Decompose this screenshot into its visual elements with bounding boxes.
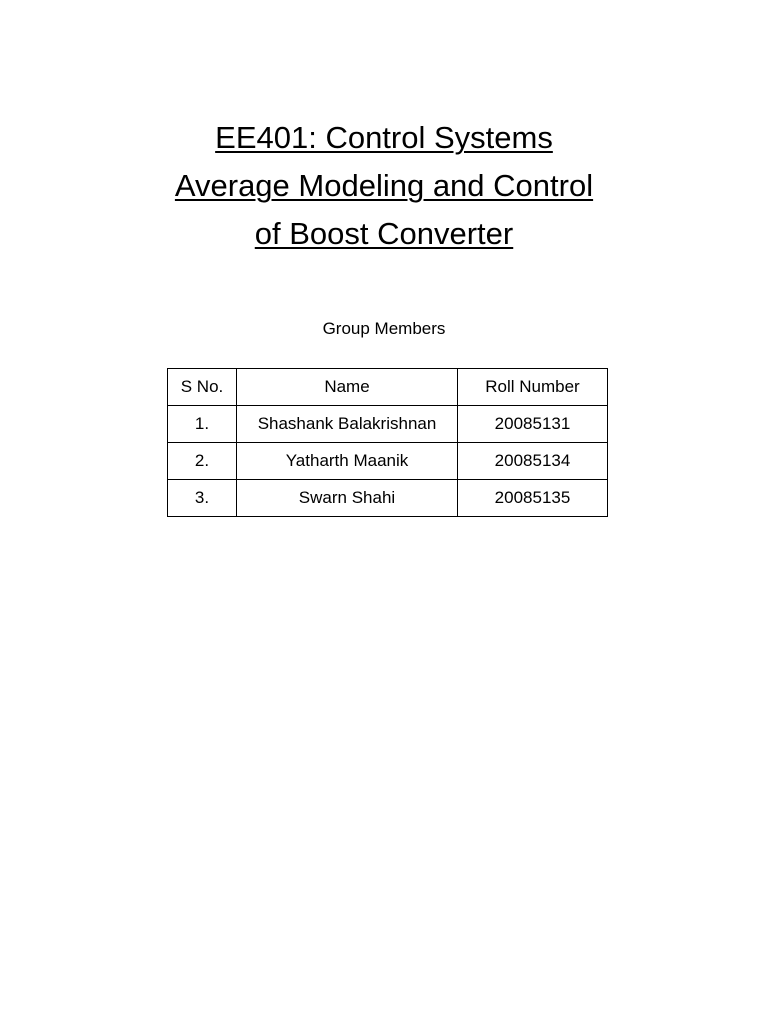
cell-name: Yatharth Maanik <box>237 443 458 480</box>
title-line-subject: of Boost Converter <box>254 216 514 251</box>
header-sno: S No. <box>168 369 237 406</box>
cell-roll-number: 20085134 <box>458 443 608 480</box>
table-row <box>168 443 608 480</box>
cell-name: Swarn Shahi <box>237 480 458 517</box>
table-row <box>168 406 608 443</box>
cell-sno: 3. <box>168 480 237 517</box>
title-line-course: EE401: Control Systems <box>215 120 553 155</box>
table-header-row <box>168 369 608 406</box>
cell-roll-number: 20085135 <box>458 480 608 517</box>
group-members-heading: Group Members <box>322 319 446 338</box>
header-name: Name <box>237 369 458 406</box>
cell-sno: 1. <box>168 406 237 443</box>
title-line-topic: Average Modeling and Control <box>174 168 594 203</box>
document-title <box>0 114 768 258</box>
table-row <box>168 480 608 517</box>
cell-roll-number: 20085131 <box>458 406 608 443</box>
group-members-table <box>167 368 608 517</box>
cell-sno: 2. <box>168 443 237 480</box>
cell-name: Shashank Balakrishnan <box>237 406 458 443</box>
header-roll-number: Roll Number <box>458 369 608 406</box>
